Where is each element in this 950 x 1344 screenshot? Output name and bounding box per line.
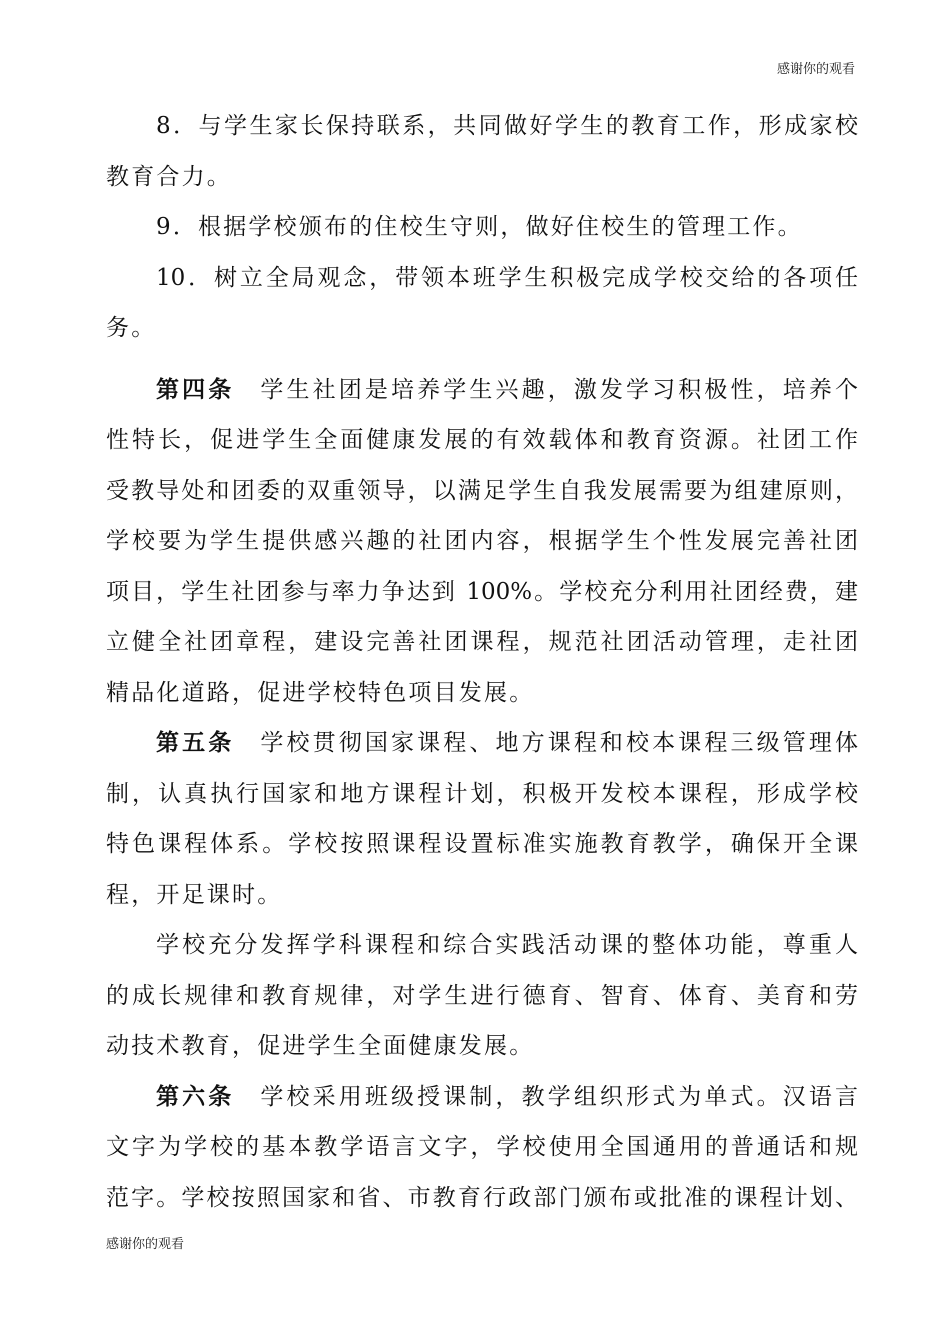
text-line: 学校采用班级授课制，教学组织形式为单式。汉语言 [260,1083,859,1110]
article-heading: 第六条 [156,1083,235,1110]
page-header: 感谢你的观看 [776,62,855,77]
page-footer: 感谢你的观看 [106,1237,185,1252]
text-line: 9．根据学校颁布的住校生守则，做好住校生的管理工作。 [156,214,803,240]
article-first-line [106,1072,858,1123]
article-heading: 第四条 [156,376,235,403]
text-line: 立健全社团章程，建设完善社团课程，规范社团活动管理，走社团 [106,629,858,655]
text-line: 文字为学校的基本教学语言文字，学校使用全国通用的普通话和规 [106,1134,858,1160]
text-line: 8．与学生家长保持联系，共同做好学生的教育工作，形成家校 [156,113,858,139]
text-line: 受教导处和团委的双重领导，以满足学生自我发展需要为组建原则， [106,477,858,504]
text-line: 程，开足课时。 [106,881,283,908]
text-line: 10．树立全局观念，带领本班学生积极完成学校交给的各项任 [156,264,858,291]
text-line: 的成长规律和教育规律，对学生进行德育、智育、体育、美育和劳 [106,982,858,1009]
article-first-line [106,365,858,416]
text-line: 制，认真执行国家和地方课程计划，积极开发校本课程，形成学校 [106,780,858,807]
text-line: 精品化道路，促进学校特色项目发展。 [106,679,535,706]
text-line: 学校充分发挥学科课程和综合实践活动课的整体功能，尊重人 [156,932,858,958]
text-line: 学校要为学生提供感兴趣的社团内容，根据学生个性发展完善社团 [106,528,858,554]
text-line: 教育合力。 [106,163,232,190]
article-heading: 第五条 [156,730,235,756]
text-line: 范字。学校按照国家和省、市教育行政部门颁布或批准的课程计划、 [106,1184,858,1211]
text-line: 学生社团是培养学生兴趣，激发学习积极性，培养个 [260,376,859,403]
text-line: 务。 [106,315,157,341]
text-line: 项目，学生社团参与率力争达到 100%。学校充分利用社团经费，建 [106,578,858,605]
text-line: 学校贯彻国家课程、地方课程和校本课程三级管理体 [260,730,859,756]
text-line: 动技术教育，促进学生全面健康发展。 [106,1033,535,1059]
article-first-line [106,718,858,769]
text-line: 特色课程体系。学校按照课程设置标准实施教育教学，确保开全课 [106,831,858,857]
text-line: 性特长，促进学生全面健康发展的有效载体和教育资源。社团工作 [106,427,858,453]
document-body [106,101,858,1223]
